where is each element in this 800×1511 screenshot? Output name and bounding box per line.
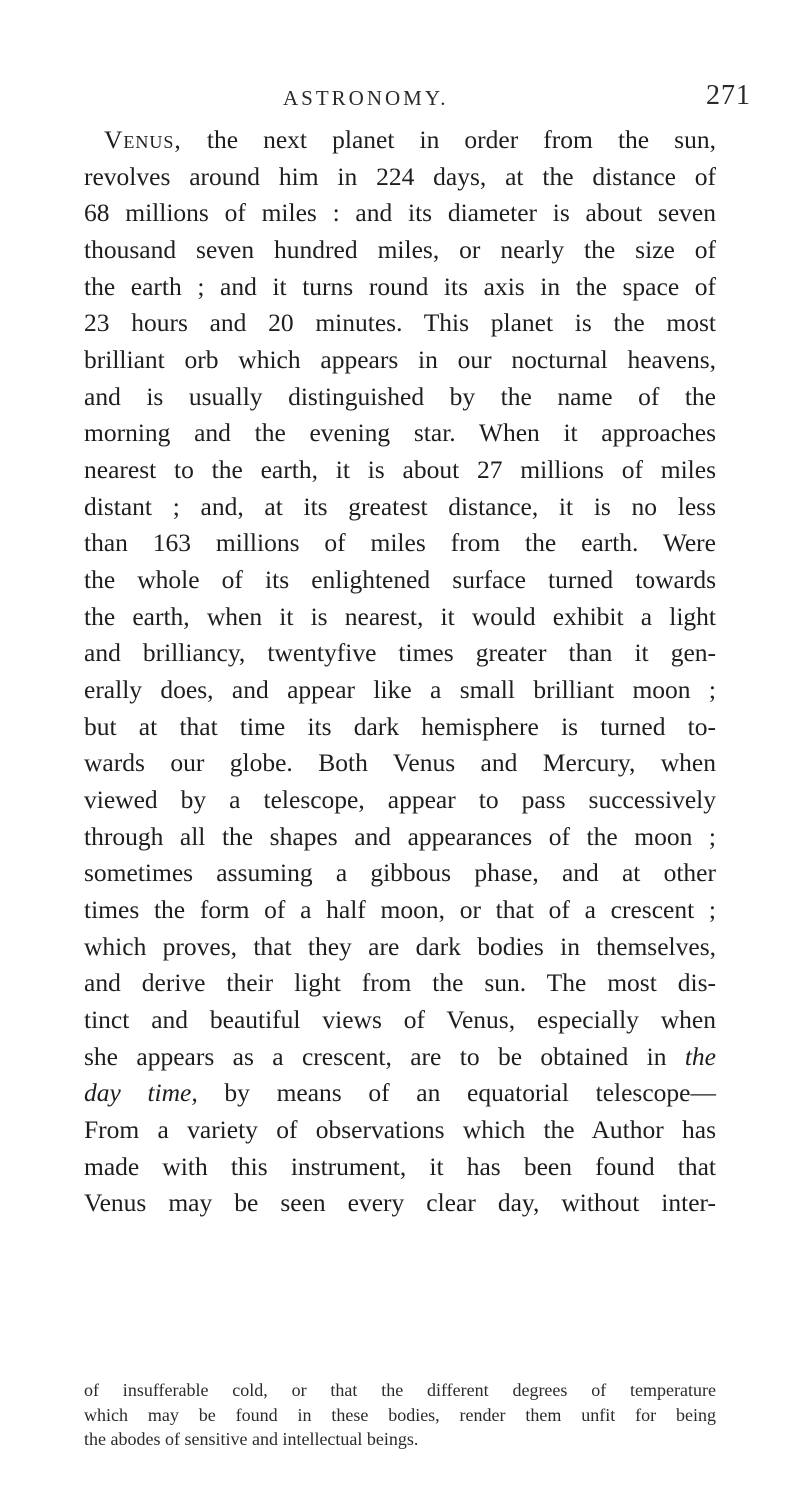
text-line: through all the shapes and appearances of the moon ; xyxy=(84,821,716,851)
footnote xyxy=(84,1378,716,1452)
text-line: tinct and beautiful views of Venus, especially when xyxy=(84,1005,716,1035)
running-title: ASTRONOMY. xyxy=(283,86,449,110)
text-line: day time, by means of an equatorial telescope— xyxy=(84,1078,716,1108)
text-line: times the form of a half moon, or that of a crescent ; xyxy=(84,895,716,925)
text-line: the earth, when it is nearest, it would exhibit a light xyxy=(84,601,716,631)
text-line: wards our globe. Both Venus and Mercury, when xyxy=(84,748,716,778)
text-line: erally does, and appear like a small brilliant moon ; xyxy=(84,675,716,705)
text-line: she appears as a crescent, are to be obtained in the xyxy=(84,1041,716,1071)
text-line: the whole of its enlightened surface turned towards xyxy=(84,565,716,595)
italic-phrase: day time, xyxy=(84,1078,198,1108)
text-line: 68 millions of miles : and its diameter is about seven xyxy=(84,198,716,228)
text-line: sometimes assuming a gibbous phase, and at other xyxy=(84,858,716,888)
italic-phrase: the xyxy=(684,1041,716,1071)
text-line: revolves around him in 224 days, at the distance of xyxy=(84,161,716,191)
text-line: and derive their light from the sun. The most dis- xyxy=(84,968,716,998)
text-line: and brilliancy, twentyfive times greater than it gen- xyxy=(84,638,716,668)
text-line: the earth ; and it turns round its axis in the space of xyxy=(84,271,716,301)
footnote-line: the abodes of sensitive and intellectual beings. xyxy=(84,1429,419,1449)
running-head xyxy=(0,78,800,112)
text-line: thousand seven hundred miles, or nearly the size of xyxy=(84,235,716,265)
text-line: but at that time its dark hemisphere is turned to- xyxy=(84,711,716,741)
text-line: Venus may be seen every clear day, without inter- xyxy=(84,1188,716,1218)
text-line: brilliant orb which appears in our nocturnal heavens, xyxy=(84,345,716,375)
opening-word: Venus, xyxy=(104,125,182,154)
text-line: viewed by a telescope, appear to pass successively xyxy=(84,785,716,815)
text-line: than 163 millions of miles from the earth. Were xyxy=(84,528,716,558)
text-line: and is usually distinguished by the name of the xyxy=(84,381,716,411)
footnote-line: which may be found in these bodies, render them unfit for being xyxy=(84,1404,716,1425)
text-line: From a variety of observations which the Author has xyxy=(84,1115,716,1145)
text-line: Venus, the next planet in order from the sun, xyxy=(104,125,716,154)
page-number: 271 xyxy=(706,80,751,111)
text-line: made with this instrument, it has been found that xyxy=(84,1151,716,1181)
text-line: morning and the evening star. When it approaches xyxy=(84,418,716,448)
footnote-line: of insufferable cold, or that the different degrees of temperature xyxy=(84,1380,716,1400)
text-line: nearest to the earth, it is about 27 millions of miles xyxy=(84,455,716,485)
text-line: 23 hours and 20 minutes. This planet is the most xyxy=(84,308,716,338)
text-line: distant ; and, at its greatest distance, it is no less xyxy=(84,491,716,521)
body-text xyxy=(84,122,716,1222)
text-line: which proves, that they are dark bodies in themselves, xyxy=(84,931,716,961)
